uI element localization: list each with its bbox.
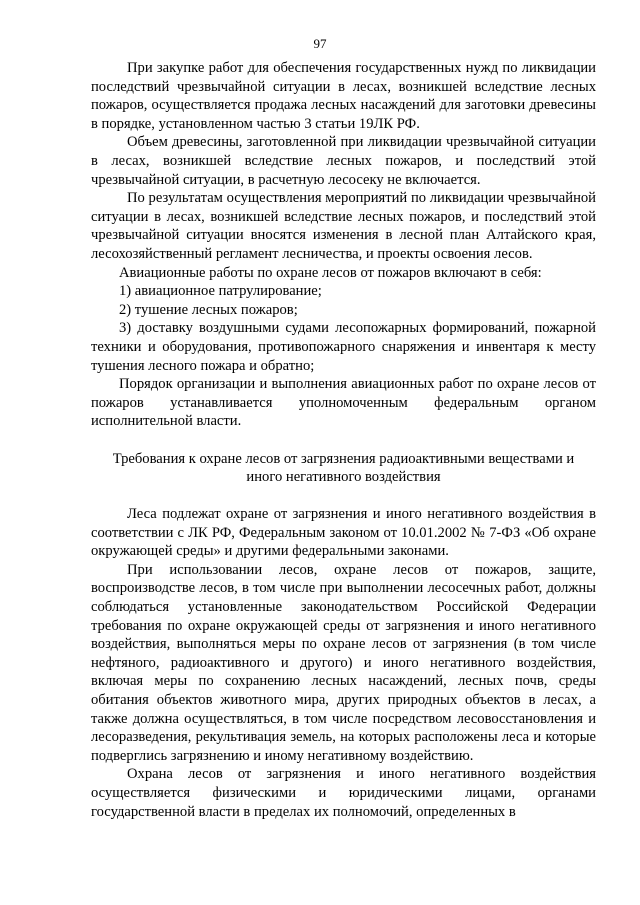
spacer — [91, 487, 596, 505]
list-item-aviation-patrol: 1) авиационное патрулирование; — [119, 283, 322, 300]
page-number: 97 — [313, 36, 327, 51]
paragraph-procurement: При закупке работ для обеспечения государственных нужд по ликвидации последствий чрезвычайной ситуации в лесах, возникшей вследствие лесных пожаров, осуществляется продажа лесных насаждений для заготовки древесины в порядке, установленном частью 3 статьи 19ЛК РФ. — [91, 60, 596, 132]
section-heading-line-1: Требования к охране лесов от загрязнения радиоактивными веществами и — [112, 450, 575, 467]
list-item-fire-suppression: 2) тушение лесных пожаров; — [119, 301, 298, 318]
paragraph-aviation-procedure: Порядок организации и выполнения авиационных работ по охране лесов от пожаров устанавливается уполномоченным федеральным органом исполнительной власти. — [91, 376, 596, 430]
paragraph-timber-volume: Объем древесины, заготовленной при ликвидации чрезвычайной ситуации в лесах, возникшей вследствие лесных пожаров, и последствий этой чрезвычайной ситуации, в расчетную лесосеку не включается. — [91, 134, 596, 188]
section-heading — [91, 450, 596, 487]
paragraph-environmental-requirements: При использовании лесов, охране лесов от пожаров, защите, воспроизводстве лесов, в том числе при выполнении лесосечных работ, должны соблюдаться установленные законодательством Российской Федерации требования по охране окружающей среды от загрязнения и иного негативного воздействия, выполняться меры по охране лесов от загрязнения (в том числе нефтяного, радиоактивного и другого) и иного негативного воздействия, включая меры по сохранению лесных насаждений, лесных почв, среды обитания объектов животного мира, других природных объектов в лесах, а также должна осуществляться, в том числе посредством лесовосстановления и лесоразведения, рекультивация земель, на которых расположены леса и которые подверглись загрязнению и иному негативному воздействию. — [91, 561, 596, 764]
paragraph-protection-responsibility: Охрана лесов от загрязнения и иного негативного воздействия осуществляется физическими и юридическими лицами, органами государственной власти в пределах их полномочий, определенных в — [91, 766, 596, 820]
section-heading-line-2: иного негативного воздействия — [246, 469, 441, 486]
paragraph-protection-law: Леса подлежат охране от загрязнения и иного негативного воздействия в соответствии с ЛК РФ, Федеральным законом от 10.01.2002 № 7-ФЗ «Об охране окружающей среды» и другими федеральными законами. — [91, 506, 596, 560]
spacer — [91, 431, 596, 450]
document-body — [91, 59, 596, 821]
paragraph-forest-plan-changes: По результатам осуществления мероприятий по ликвидации чрезвычайной ситуации в лесах, возникшей вследствие лесных пожаров, и последствий этой чрезвычайной ситуации вносятся изменения в лесной план Алтайского края, лесохозяйственный регламент лесничества, и проекты освоения лесов. — [91, 190, 596, 262]
paragraph-aviation-works-intro: Авиационные работы по охране лесов от пожаров включают в себя: — [119, 264, 542, 281]
list-item-delivery: 3) доставку воздушными судами лесопожарных формирований, пожарной техники и оборудования, противопожарного снаряжения и инвентаря к месту тушения лесного пожара и обратно; — [91, 320, 596, 374]
